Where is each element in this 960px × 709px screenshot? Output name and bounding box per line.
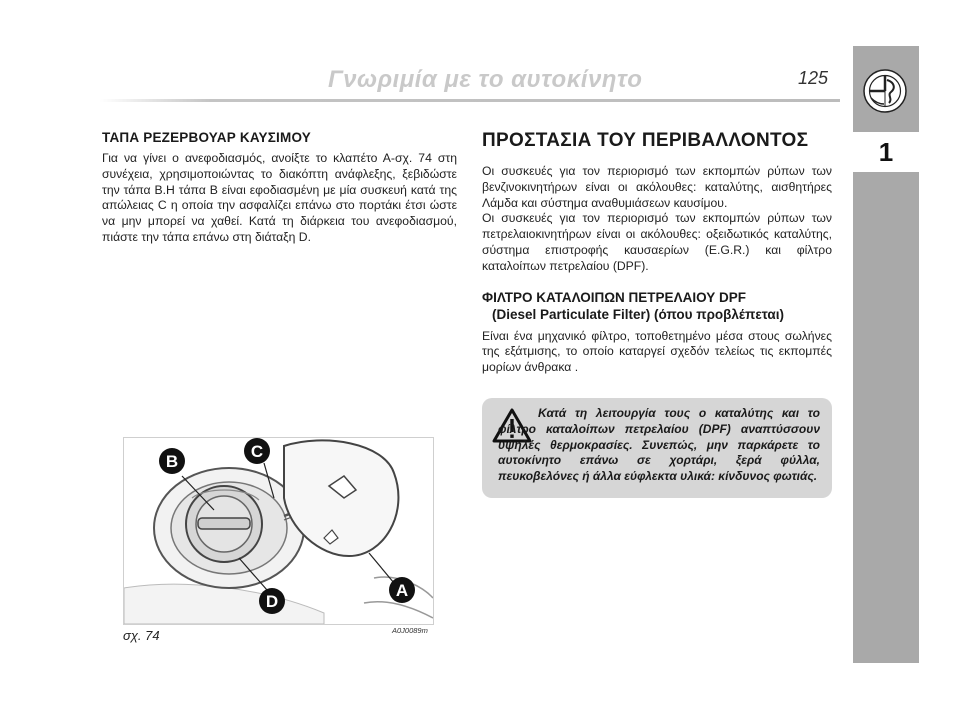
figure-fuel-cap xyxy=(123,437,434,625)
svg-text:A: A xyxy=(395,581,409,600)
warning-text: Κατά τη λειτουργία τους ο καταλύτης και το φίλτρο καταλοίπων πετρελαίου (DPF) αναπτύσσουν υψηλές θερμοκρασίες. Συνεπώς, μην παρκάρετε το αυτοκίνητο επάνω σε χορτάρι, ξερά φύλλα, πευκοβελόνες ή άλλα εύφλεκτα υλικά: κίνδυνος φωτιάς. xyxy=(498,406,820,484)
dpf-heading: ΦΙΛΤΡΟ ΚΑΤΑΛΟΙΠΩΝ ΠΕΤΡΕΛΑΙΟΥ DPF xyxy=(482,289,746,305)
dpf-paragraph: Είναι ένα μηχανικό φίλτρο, τοποθετημένο μέσα στους σωλήνες της εξάτμισης, το οποίο καταργεί σχεδόν τελείως τις εκπομπές μορίων άνθρακα . xyxy=(482,328,832,375)
fuel-cap-illustration xyxy=(124,438,433,624)
svg-text:B: B xyxy=(165,452,179,471)
header-rule xyxy=(100,99,840,102)
chapter-tab: 1 xyxy=(853,132,919,172)
callout-a xyxy=(389,577,415,603)
page-number: 125 xyxy=(798,68,829,88)
environment-heading: ΠΡΟΣΤΑΣΙΑ ΤΟΥ ΠΕΡΙΒΑΛΛΟΝΤΟΣ xyxy=(482,130,809,151)
callout-c xyxy=(244,438,270,464)
svg-text:C: C xyxy=(250,442,264,461)
callout-d xyxy=(259,588,285,614)
fuel-cap-paragraph: Για να γίνει ο ανεφοδιασμός, ανοίξτε το κλαπέτο Α-σχ. 74 στη συνέχεια, χρησιμοποιώντας το διακόπτη ανάφλεξης, ξεβιδώστε την τάπα Β.Η τάπα Β είναι εφοδιασμένη με μία συσκευή κατά της απώλειας C η οποία την ασφαλίζει επάνω στο πορτάκι έτσι ώστε να μην μπορεί να χαθεί. Κατά τη διάρκεια του ανεφοδιασμού, πιάστε την τάπα επάνω στη διάταξη D. xyxy=(102,151,457,244)
left-column xyxy=(102,130,457,246)
environment-paragraph-1: Οι συσκευές για τον περιορισμό των εκπομπών ρύπων των βενζινοκινητήρων είναι οι ακόλουθες: καταλύτης, αισθητήρες Λάμδα και σύστημα αναθυμιάσεων καυσίμου. xyxy=(482,164,832,210)
fuel-cap-heading: ΤΑΠΑ ΡΕΖΕΡΒΟΥΑΡ ΚΑΥΣΙΜΟΥ xyxy=(102,130,311,145)
svg-text:D: D xyxy=(265,592,279,611)
dpf-subheading: (Diesel Particulate Filter) (όπου προβλέπεται) xyxy=(492,306,784,322)
figure-code: A0J0089m xyxy=(392,626,428,635)
environment-paragraph-2: Οι συσκευές για τον περιορισμό των εκπομπών ρύπων των πετρελαιοκινητήρων είναι οι ακόλουθες: οξειδωτικός καταλύτης, σύστημα επιστροφής καυσαερίων (E.G.R.) και φίλτρο καταλοίπων πετρελαίου (DPF). xyxy=(482,211,832,273)
page-header-title: Γνωριμία με το αυτοκίνητο xyxy=(328,66,643,93)
callout-b xyxy=(159,448,185,474)
right-column xyxy=(482,130,832,376)
warning-box xyxy=(482,398,832,498)
figure-caption: σχ. 74 xyxy=(123,628,160,643)
alfa-romeo-logo-icon xyxy=(862,68,908,114)
